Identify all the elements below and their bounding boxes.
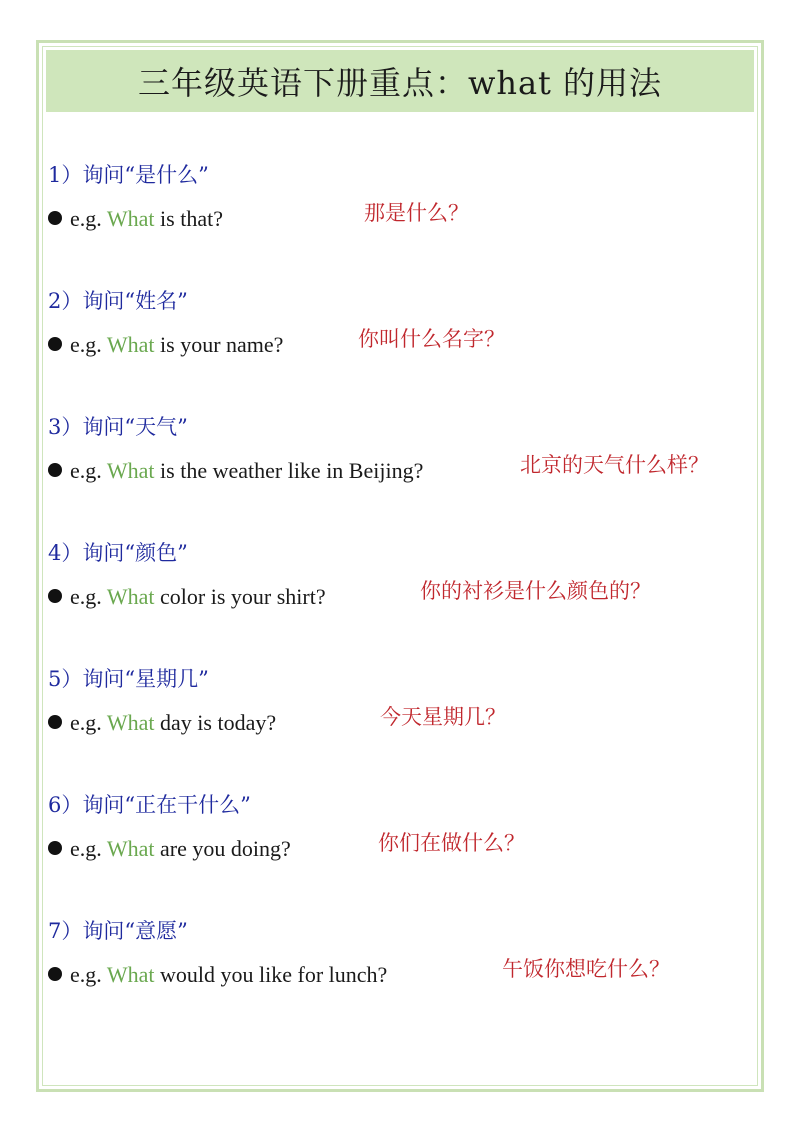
- eg-label: e.g.: [70, 584, 102, 609]
- section-heading: 2）询问“姓名”: [48, 289, 188, 313]
- bullet-icon: [48, 589, 62, 603]
- chinese-translation: 午饭你想吃什么？: [502, 957, 670, 981]
- example-line: [48, 327, 748, 360]
- bullet-icon: [48, 211, 62, 225]
- eg-label: e.g.: [70, 332, 102, 357]
- chinese-translation: 你们在做什么？: [378, 831, 525, 855]
- section-6: [48, 790, 748, 864]
- keyword-what: What: [106, 962, 155, 987]
- keyword-what: What: [106, 836, 155, 861]
- chinese-translation: 那是什么？: [364, 201, 469, 225]
- keyword-what: What: [106, 458, 155, 483]
- chinese-translation: 北京的天气什么样？: [520, 453, 709, 477]
- keyword-what: What: [106, 206, 155, 231]
- eg-label: e.g.: [70, 458, 102, 483]
- bullet-icon: [48, 715, 62, 729]
- section-heading: 6）询问“正在干什么”: [48, 793, 251, 817]
- sentence-rest: is that?: [154, 206, 223, 231]
- chinese-translation: 你的衬衫是什么颜色的？: [420, 579, 651, 603]
- sentence-rest: are you doing?: [154, 836, 291, 861]
- eg-label: e.g.: [70, 962, 102, 987]
- section-heading: 3）询问“天气”: [48, 415, 188, 439]
- chinese-translation: 你叫什么名字？: [358, 327, 505, 351]
- example-line: [48, 957, 748, 990]
- section-heading: 5）询问“星期几”: [48, 667, 209, 691]
- sentence-rest: day is today?: [154, 710, 277, 735]
- section-heading: 7）询问“意愿”: [48, 919, 188, 943]
- example-line: [48, 453, 748, 486]
- eg-label: e.g.: [70, 836, 102, 861]
- section-1: [48, 160, 748, 234]
- keyword-what: What: [106, 584, 155, 609]
- example-line: [48, 705, 748, 738]
- section-heading: 1）询问“是什么”: [48, 163, 209, 187]
- example-line: [48, 579, 748, 612]
- page-title: 三年级英语下册重点：what 的用法: [137, 64, 663, 102]
- keyword-what: What: [106, 710, 155, 735]
- section-4: [48, 538, 748, 612]
- section-7: [48, 916, 748, 990]
- bullet-icon: [48, 337, 62, 351]
- section-heading: 4）询问“颜色”: [48, 541, 188, 565]
- eg-label: e.g.: [70, 710, 102, 735]
- chinese-translation: 今天星期几？: [380, 705, 506, 729]
- sentence-rest: is the weather like in Beijing?: [154, 458, 424, 483]
- bullet-icon: [48, 463, 62, 477]
- sentence-rest: is your name?: [154, 332, 284, 357]
- sentence-rest: color is your shirt?: [154, 584, 326, 609]
- bullet-icon: [48, 841, 62, 855]
- section-2: [48, 286, 748, 360]
- section-5: [48, 664, 748, 738]
- example-line: [48, 201, 748, 234]
- keyword-what: What: [106, 332, 155, 357]
- section-3: [48, 412, 748, 486]
- sentence-rest: would you like for lunch?: [154, 962, 388, 987]
- eg-label: e.g.: [70, 206, 102, 231]
- example-line: [48, 831, 748, 864]
- title-banner: [46, 50, 754, 112]
- bullet-icon: [48, 967, 62, 981]
